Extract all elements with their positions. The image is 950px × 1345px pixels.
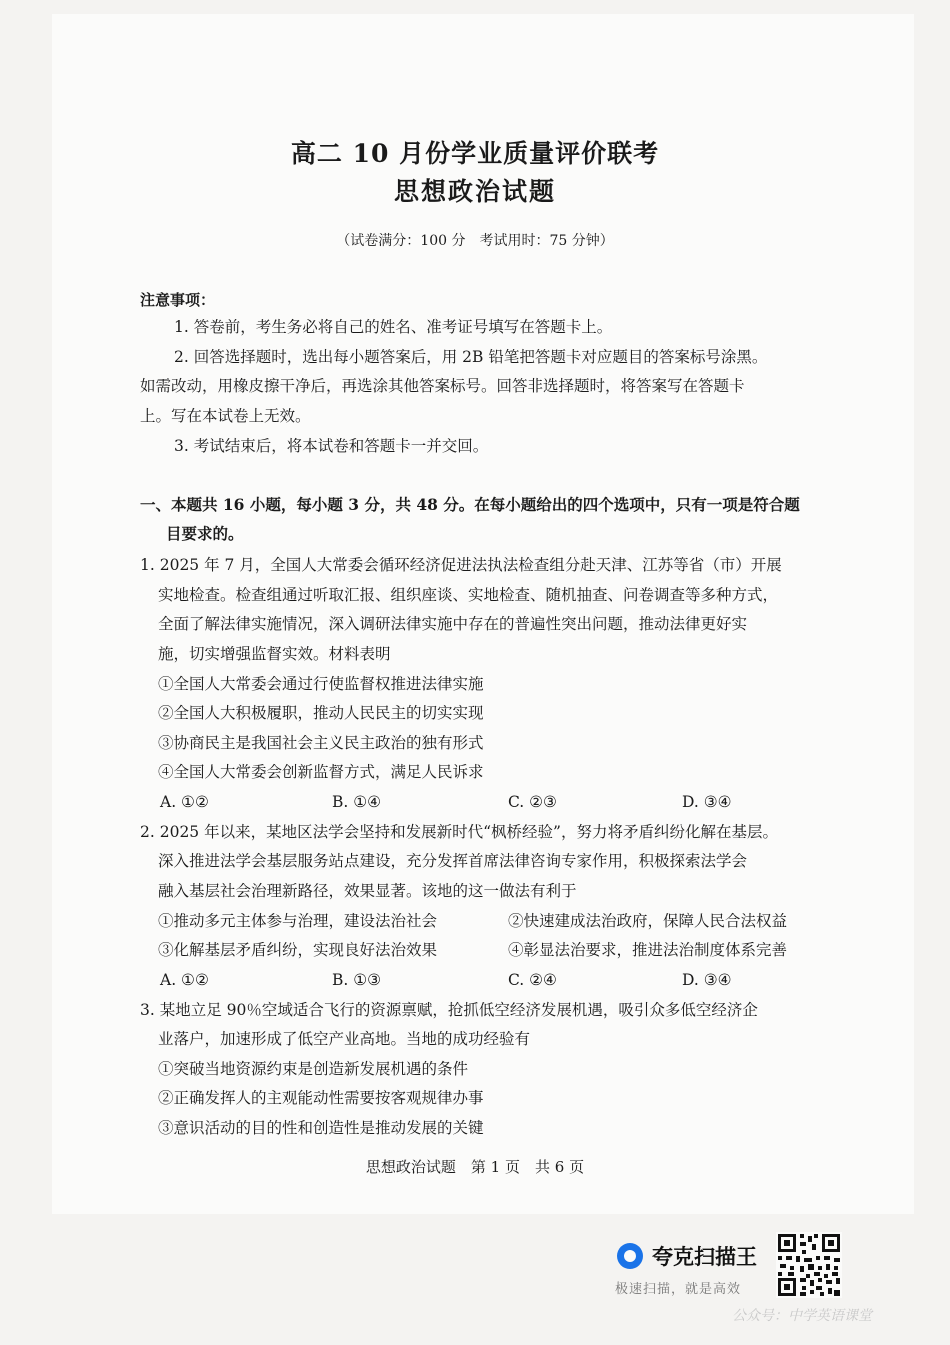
question-2-option-a: A. ①②: [160, 971, 209, 989]
question-1-stem: 施，切实增强监督实效。材料表明: [158, 645, 391, 663]
question-2-statement: ②快速建成法治政府，保障人民合法权益: [508, 912, 788, 930]
qr-code-icon: [776, 1232, 842, 1298]
question-3-statement: ③意识活动的目的性和创造性是推动发展的关键: [158, 1119, 484, 1137]
question-2-statement: ①推动多元主体参与治理，建设法治社会: [158, 912, 438, 930]
question-1-stem: 全面了解法律实施情况，深入调研法律实施中存在的普遍性突出问题，推动法律更好实: [158, 615, 748, 633]
quark-logo-icon: [617, 1243, 643, 1269]
question-2-option-c: C. ②④: [508, 971, 557, 989]
page-footer: 思想政治试题 第 1 页 共 6 页: [365, 1158, 585, 1176]
question-2-stem: 2. 2025 年以来，某地区法学会坚持和发展新时代“枫桥经验”，努力将矛盾纠纷化解在基层。: [140, 823, 778, 841]
subject-title: 思想政治试题: [393, 177, 556, 206]
notice-line: 1. 答卷前，考生务必将自己的姓名、准考证号填写在答题卡上。: [174, 318, 613, 336]
notice-line: 如需改动，用橡皮擦干净后，再选涂其他答案标号。回答非选择题时，将答案写在答题卡: [140, 377, 745, 395]
question-1-statement: ②全国人大积极履职，推动人民民主的切实实现: [158, 704, 484, 722]
question-2-stem: 融入基层社会治理新路径，效果显著。该地的这一做法有利于: [158, 882, 577, 900]
question-3-statement: ①突破当地资源约束是创造新发展机遇的条件: [158, 1060, 469, 1078]
question-3-stem: 3. 某地立足 90％空域适合飞行的资源禀赋，抢抓低空经济发展机遇，吸引众多低空经济企: [140, 1001, 758, 1019]
question-1-statement: ①全国人大常委会通过行使监督权推进法律实施: [158, 675, 484, 693]
notice-line: 2. 回答选择题时，选出每小题答案后，用 2B 铅笔把答题卡对应题目的答案标号涂黑。: [174, 348, 768, 366]
question-1-option-d: D. ③④: [682, 793, 732, 811]
question-1-option-a: A. ①②: [160, 793, 209, 811]
watermark: 公众号：中学英语课堂: [732, 1308, 872, 1324]
notice-line: 上。写在本试卷上无效。: [140, 407, 311, 425]
scanner-branding: [612, 1232, 777, 1302]
scanner-brand-name: 夸克扫描王: [652, 1245, 757, 1269]
question-2-option-b: B. ①③: [332, 971, 382, 989]
question-3-stem: 业落户，加速形成了低空产业高地。当地的成功经验有: [158, 1030, 531, 1048]
exam-title: 高二 10 月份学业质量评价联考: [290, 139, 660, 168]
question-3-statement: ②正确发挥人的主观能动性需要按客观规律办事: [158, 1089, 484, 1107]
question-2-option-d: D. ③④: [682, 971, 732, 989]
notice-line: 3. 考试结束后，将本试卷和答题卡一并交回。: [174, 437, 489, 455]
section-heading: 一、本题共 16 小题，每小题 3 分，共 48 分。在每小题给出的四个选项中，只有一项是符合题: [140, 495, 800, 514]
question-2-stem: 深入推进法学会基层服务站点建设，充分发挥首席法律咨询专家作用，积极探索法学会: [158, 852, 748, 870]
question-2-statement: ④彰显法治要求，推进法治制度体系完善: [508, 941, 788, 959]
question-1-statement: ③协商民主是我国社会主义民主政治的独有形式: [158, 734, 484, 752]
scanner-slogan: 极速扫描，就是高效: [615, 1282, 742, 1297]
notice-heading: 注意事项：: [140, 291, 216, 309]
exam-info: （试卷满分：100 分 考试用时：75 分钟）: [336, 233, 614, 249]
question-1-statement: ④全国人大常委会创新监督方式，满足人民诉求: [158, 763, 484, 781]
question-1-stem: 实地检查。检查组通过听取汇报、组织座谈、实地检查、随机抽查、问卷调查等多种方式，: [158, 586, 779, 604]
question-1-option-b: B. ①④: [332, 793, 382, 811]
section-heading-cont: 目要求的。: [166, 524, 244, 543]
question-1-option-c: C. ②③: [508, 793, 557, 811]
question-1-stem: 1. 2025 年 7 月，全国人大常委会循环经济促进法执法检查组分赴天津、江苏等省（市）开展: [140, 556, 782, 574]
question-2-statement: ③化解基层矛盾纠纷，实现良好法治效果: [158, 941, 438, 959]
